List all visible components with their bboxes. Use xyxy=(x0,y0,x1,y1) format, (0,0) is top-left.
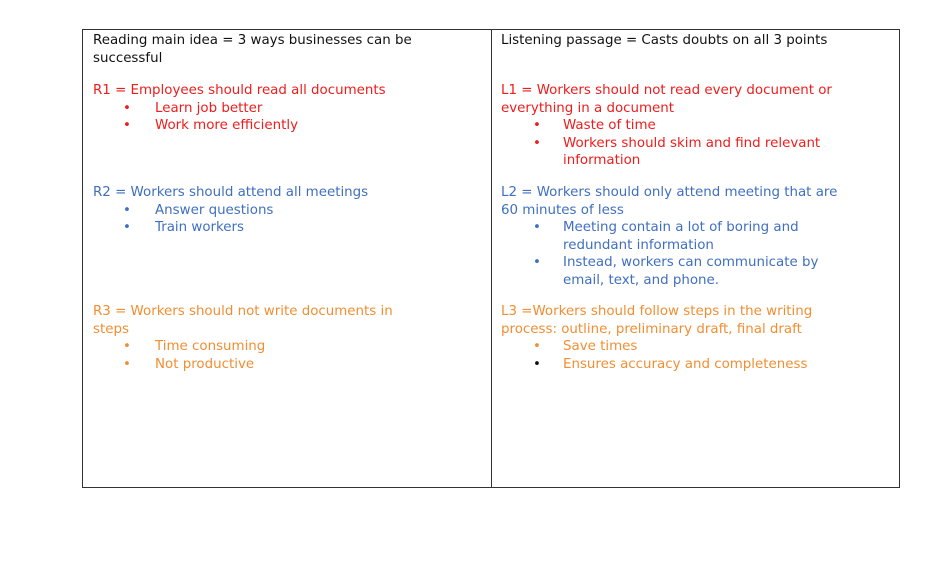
r1-bullet-1: Learn job better xyxy=(155,100,263,116)
comparison-table xyxy=(82,29,900,488)
r2-bullet-1: Answer questions xyxy=(155,202,274,218)
l3-bullet-1: Save times xyxy=(563,339,638,354)
listening-header: Listening passage = Casts doubts on all 3 points xyxy=(501,33,828,48)
r2-title: R2 = Workers should attend all meetings xyxy=(93,185,369,200)
bullet-icon xyxy=(533,254,541,272)
l1-title-line2: everything in a document xyxy=(501,100,675,116)
r1-bullet-2: Work more efficiently xyxy=(155,118,298,133)
bullet-icon xyxy=(123,202,131,220)
l1-title-line1: L1 = Workers should not read every document or xyxy=(501,83,832,98)
r3-title-line1: R3 = Workers should not write documents in xyxy=(93,304,393,319)
reading-column xyxy=(83,30,492,487)
l2-bullet-1-line2: redundant information xyxy=(563,237,714,253)
bullet-icon xyxy=(123,100,131,118)
l3-bullet-2: Ensures accuracy and completeness xyxy=(563,356,808,372)
bullet-icon xyxy=(123,117,131,135)
l2-title-line2: 60 minutes of less xyxy=(501,202,624,218)
r2-bullet-2: Train workers xyxy=(155,220,245,235)
r3-title-line2: steps xyxy=(93,321,129,337)
bullet-icon xyxy=(123,338,131,356)
l2-bullet-1-line1: Meeting contain a lot of boring and xyxy=(563,220,799,235)
r3-bullet-1: Time consuming xyxy=(155,339,266,354)
l1-bullet-2-line1: Workers should skim and find relevant xyxy=(563,135,821,151)
l1-bullet-2-line2: information xyxy=(563,153,641,168)
reading-header-line1: Reading main idea = 3 ways businesses can be xyxy=(93,33,412,48)
l2-bullet-2-line2: email, text, and phone. xyxy=(563,272,719,288)
bullet-icon xyxy=(533,117,541,135)
l2-bullet-2-line1: Instead, workers can communicate by xyxy=(563,255,819,270)
reading-header-line2: successful xyxy=(93,50,163,66)
listening-column xyxy=(492,30,899,487)
bullet-icon xyxy=(533,356,541,374)
r3-bullet-2: Not productive xyxy=(155,356,255,372)
l2-title-line1: L2 = Workers should only attend meeting that are xyxy=(501,185,838,200)
r1-title: R1 = Employees should read all documents xyxy=(93,83,386,98)
l3-title-line2: process: outline, preliminary draft, final draft xyxy=(501,321,802,337)
l1-bullet-1: Waste of time xyxy=(563,118,656,133)
bullet-icon xyxy=(533,219,541,237)
bullet-icon xyxy=(123,356,131,374)
bullet-icon xyxy=(533,135,541,153)
bullet-icon xyxy=(123,219,131,237)
l3-title-line1: L3 =Workers should follow steps in the writing xyxy=(501,304,813,319)
bullet-icon xyxy=(533,338,541,356)
